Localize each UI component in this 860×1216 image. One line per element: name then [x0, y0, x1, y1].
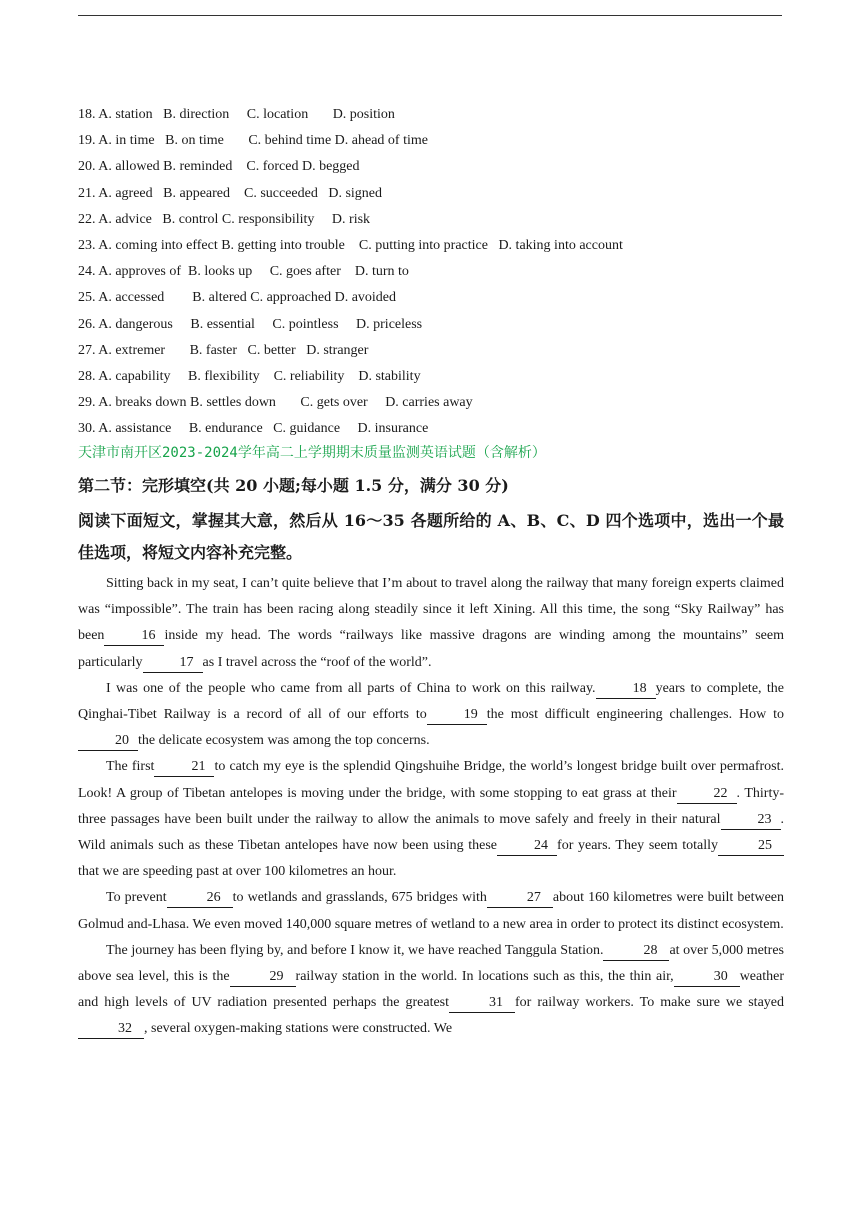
options-list	[78, 102, 784, 442]
option-line-19: 19. A. in time B. on time C. behind time D. ahead of time	[78, 133, 428, 149]
passage-text: The journey has been flying by, and before I know it, we have reached Tanggula Station.	[106, 942, 604, 958]
passage-text: to wetlands and grasslands, 675 bridges with	[232, 890, 487, 906]
option-line-28: 28. A. capability B. flexibility C. reliability D. stability	[78, 368, 421, 384]
paragraph-1	[78, 571, 784, 676]
source-title: 天津市南开区2023-2024学年高二上学期期末质量监测英语试题（含解析）	[78, 445, 546, 461]
option-line-25: 25. A. accessed B. altered C. approached D. avoided	[78, 290, 397, 306]
option-line-23: 23. A. coming into effect B. getting into trouble C. putting into practice D. taking into account	[78, 237, 623, 253]
passage-text: . Thirty-three passages have been built under the railway to allow the animals to move safely and freely in their natural	[78, 785, 784, 827]
passage-text: about 160 kilometres were built between Golmud and-Lhasa. We even moved 140,000 square metres of wetland to a new area in order to protect its distinct ecosystem.	[78, 890, 785, 932]
passage-text: years to complete, the Qinghai-Tibet Railway is a record of all of our efforts to	[78, 680, 784, 723]
passage-text: I was one of the people who came from all parts of China to work on this railway.	[106, 680, 596, 696]
blank-26: 26	[167, 889, 233, 908]
blank-17: 17	[143, 654, 203, 673]
passage-text: railway station in the world. In locations such as this, the thin air,	[295, 969, 674, 985]
passage-text: at over 5,000 metres above sea level, this is the	[78, 942, 785, 985]
passage-text: To prevent	[106, 890, 167, 906]
paragraph-5	[78, 938, 784, 1043]
blank-22: 22	[677, 785, 737, 804]
blank-31: 31	[449, 994, 515, 1013]
option-line-22: 22. A. advice B. control C. responsibility D. risk	[78, 211, 371, 227]
section-heading: 第二节：完形填空(共 20 小题;每小题 1.5 分，满分 30 分)	[78, 476, 509, 495]
passage-text: for railway workers. To make sure we stayed	[515, 995, 785, 1011]
passage-text: The first	[106, 759, 155, 775]
blank-19: 19	[427, 706, 487, 725]
passage-text: for years. They seem totally	[557, 838, 718, 854]
blank-25: 25	[718, 837, 784, 856]
option-line-29: 29. A. breaks down B. settles down C. gets over D. carries away	[78, 395, 473, 411]
blank-28: 28	[603, 942, 669, 961]
option-line-18: 18. A. station B. direction C. location D. position	[78, 107, 395, 122]
passage-text: Sitting back in my seat, I can’t quite believe that I’m about to travel along the railway that many foreign experts claimed was “impossible”. The train has been racing along steadily since it left Xining. All this time, the song “Sky Railway” has been	[78, 576, 784, 644]
header-rule	[78, 15, 782, 16]
option-line-30: 30. A. assistance B. endurance C. guidance D. insurance	[78, 421, 429, 437]
passage-text: weather and high levels of UV radiation presented perhaps the greatest	[78, 969, 784, 1011]
blank-18: 18	[596, 680, 656, 699]
option-line-20: 20. A. allowed B. reminded C. forced D. begged	[78, 159, 360, 175]
passage-text: . Wild animals such as these Tibetan antelopes have now been using these	[78, 811, 784, 854]
option-line-21: 21. A. agreed B. appeared C. succeeded D. signed	[78, 185, 383, 201]
blank-20: 20	[78, 732, 138, 751]
option-line-24: 24. A. approves of B. looks up C. goes after D. turn to	[78, 264, 409, 280]
paragraph-3	[78, 754, 784, 885]
blank-27: 27	[487, 889, 553, 908]
passage-text: the most difficult engineering challenges. How to	[486, 707, 784, 723]
passage-text: as I travel across the “roof of the world”.	[202, 654, 432, 670]
instruction-text: 阅读下面短文，掌握其大意，然后从 16～35 各题所给的 A、B、C、D 四个选项中，选出一个最佳选项，将短文内容补充完整。	[78, 511, 784, 562]
passage-text: to catch my eye is the splendid Qingshuihe Bridge, the world’s longest bridge built over permafrost. Look! A group of Tibetan antelopes is moving under the bridge, with some stopping to eat grass at their	[78, 759, 784, 801]
passage-text: the delicate ecosystem was among the top concerns.	[138, 733, 430, 749]
option-line-26: 26. A. dangerous B. essential C. pointless D. priceless	[78, 316, 423, 332]
blank-23: 23	[721, 811, 781, 830]
passage-text: inside my head. The words “railways like massive dragons are winding among the mountains” seem particularly	[78, 628, 784, 670]
paragraph-4	[78, 885, 784, 937]
blank-21: 21	[154, 758, 214, 777]
paragraph-2	[78, 676, 784, 755]
passage	[78, 571, 784, 1043]
option-line-27: 27. A. extremer B. faster C. better D. stranger	[78, 342, 369, 358]
blank-29: 29	[230, 968, 296, 987]
passage-text: , several oxygen-making stations were constructed. We	[144, 1021, 453, 1037]
blank-32: 32	[78, 1020, 144, 1039]
blank-16: 16	[104, 627, 164, 646]
document-page	[78, 0, 784, 1216]
blank-30: 30	[674, 968, 740, 987]
passage-text: that we are speeding past at over 100 kilometres an hour.	[78, 864, 397, 880]
blank-24: 24	[497, 837, 557, 856]
